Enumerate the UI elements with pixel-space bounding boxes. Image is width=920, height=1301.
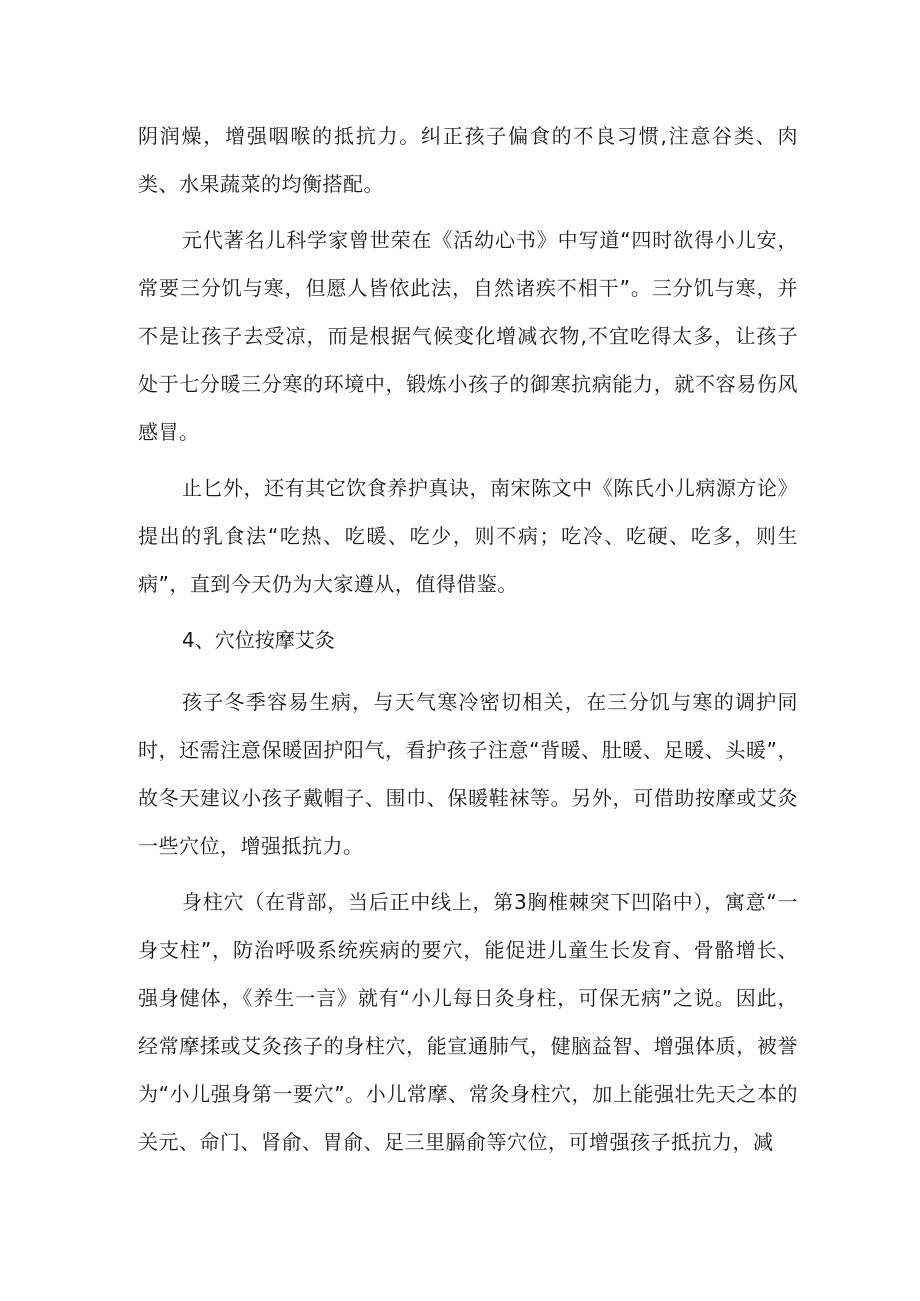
document-body [138, 112, 798, 1174]
paragraph-3: 止匕外，还有其它饮食养护真诀，南宋陈文中《陈氏小儿病源方论》提出的乳食法“吃热、吃暖、吃少，则不病；吃冷、吃硬、吃多，则生病”，直到今天仍为大家遵从，值得借鉴。 [138, 476, 798, 596]
paragraph-4: 孩子冬季容易生病，与天气寒冷密切相关，在三分饥与寒的调护同时，还需注意保暖固护阳气，看护孩子注意“背暖、肚暖、足暖、头暖”，故冬天建议小孩子戴帽子、围巾、保暖鞋袜等。另外，可借助按摩或艾灸一些穴位，增强抵抗力。 [138, 690, 798, 858]
paragraph-5: 身柱穴（在背部，当后正中线上，第3胸椎棘突下凹陷中），寓意“一身支柱”，防治呼吸系统疾病的要穴，能促进儿童生长发育、骨骼增长、强身健体，《养生一言》就有“小儿每日灸身柱，可保无病”之说。因此，经常摩揉或艾灸孩子的身柱穴，能宣通肺气，健脑益智、增强体质，被誉为“小儿强身第一要穴”。小儿常摩、常灸身柱穴，加上能强壮先天之本的关元、命门、肾俞、胃俞、足三里膈俞等穴位，可增强孩子抵抗力，减 [138, 890, 798, 1154]
paragraph-2: 元代著名儿科学家曾世荣在《活幼心书》中写道“四时欲得小儿安，常要三分饥与寒，但愿人皆依此法，自然诸疾不相干”。三分饥与寒，并不是让孩子去受凉，而是根据气候变化增减衣物,不宜吃得太多，让孩子处于七分暖三分寒的环境中，锻炼小孩子的御寒抗病能力，就不容易伤风感冒。 [138, 228, 798, 444]
paragraph-1: 阴润燥，增强咽喉的抵抗力。纠正孩子偏食的不良习惯,注意谷类、肉类、水果蔬菜的均衡搭配。 [138, 124, 798, 196]
section-heading: 4、穴位按摩艾灸 [182, 628, 335, 652]
